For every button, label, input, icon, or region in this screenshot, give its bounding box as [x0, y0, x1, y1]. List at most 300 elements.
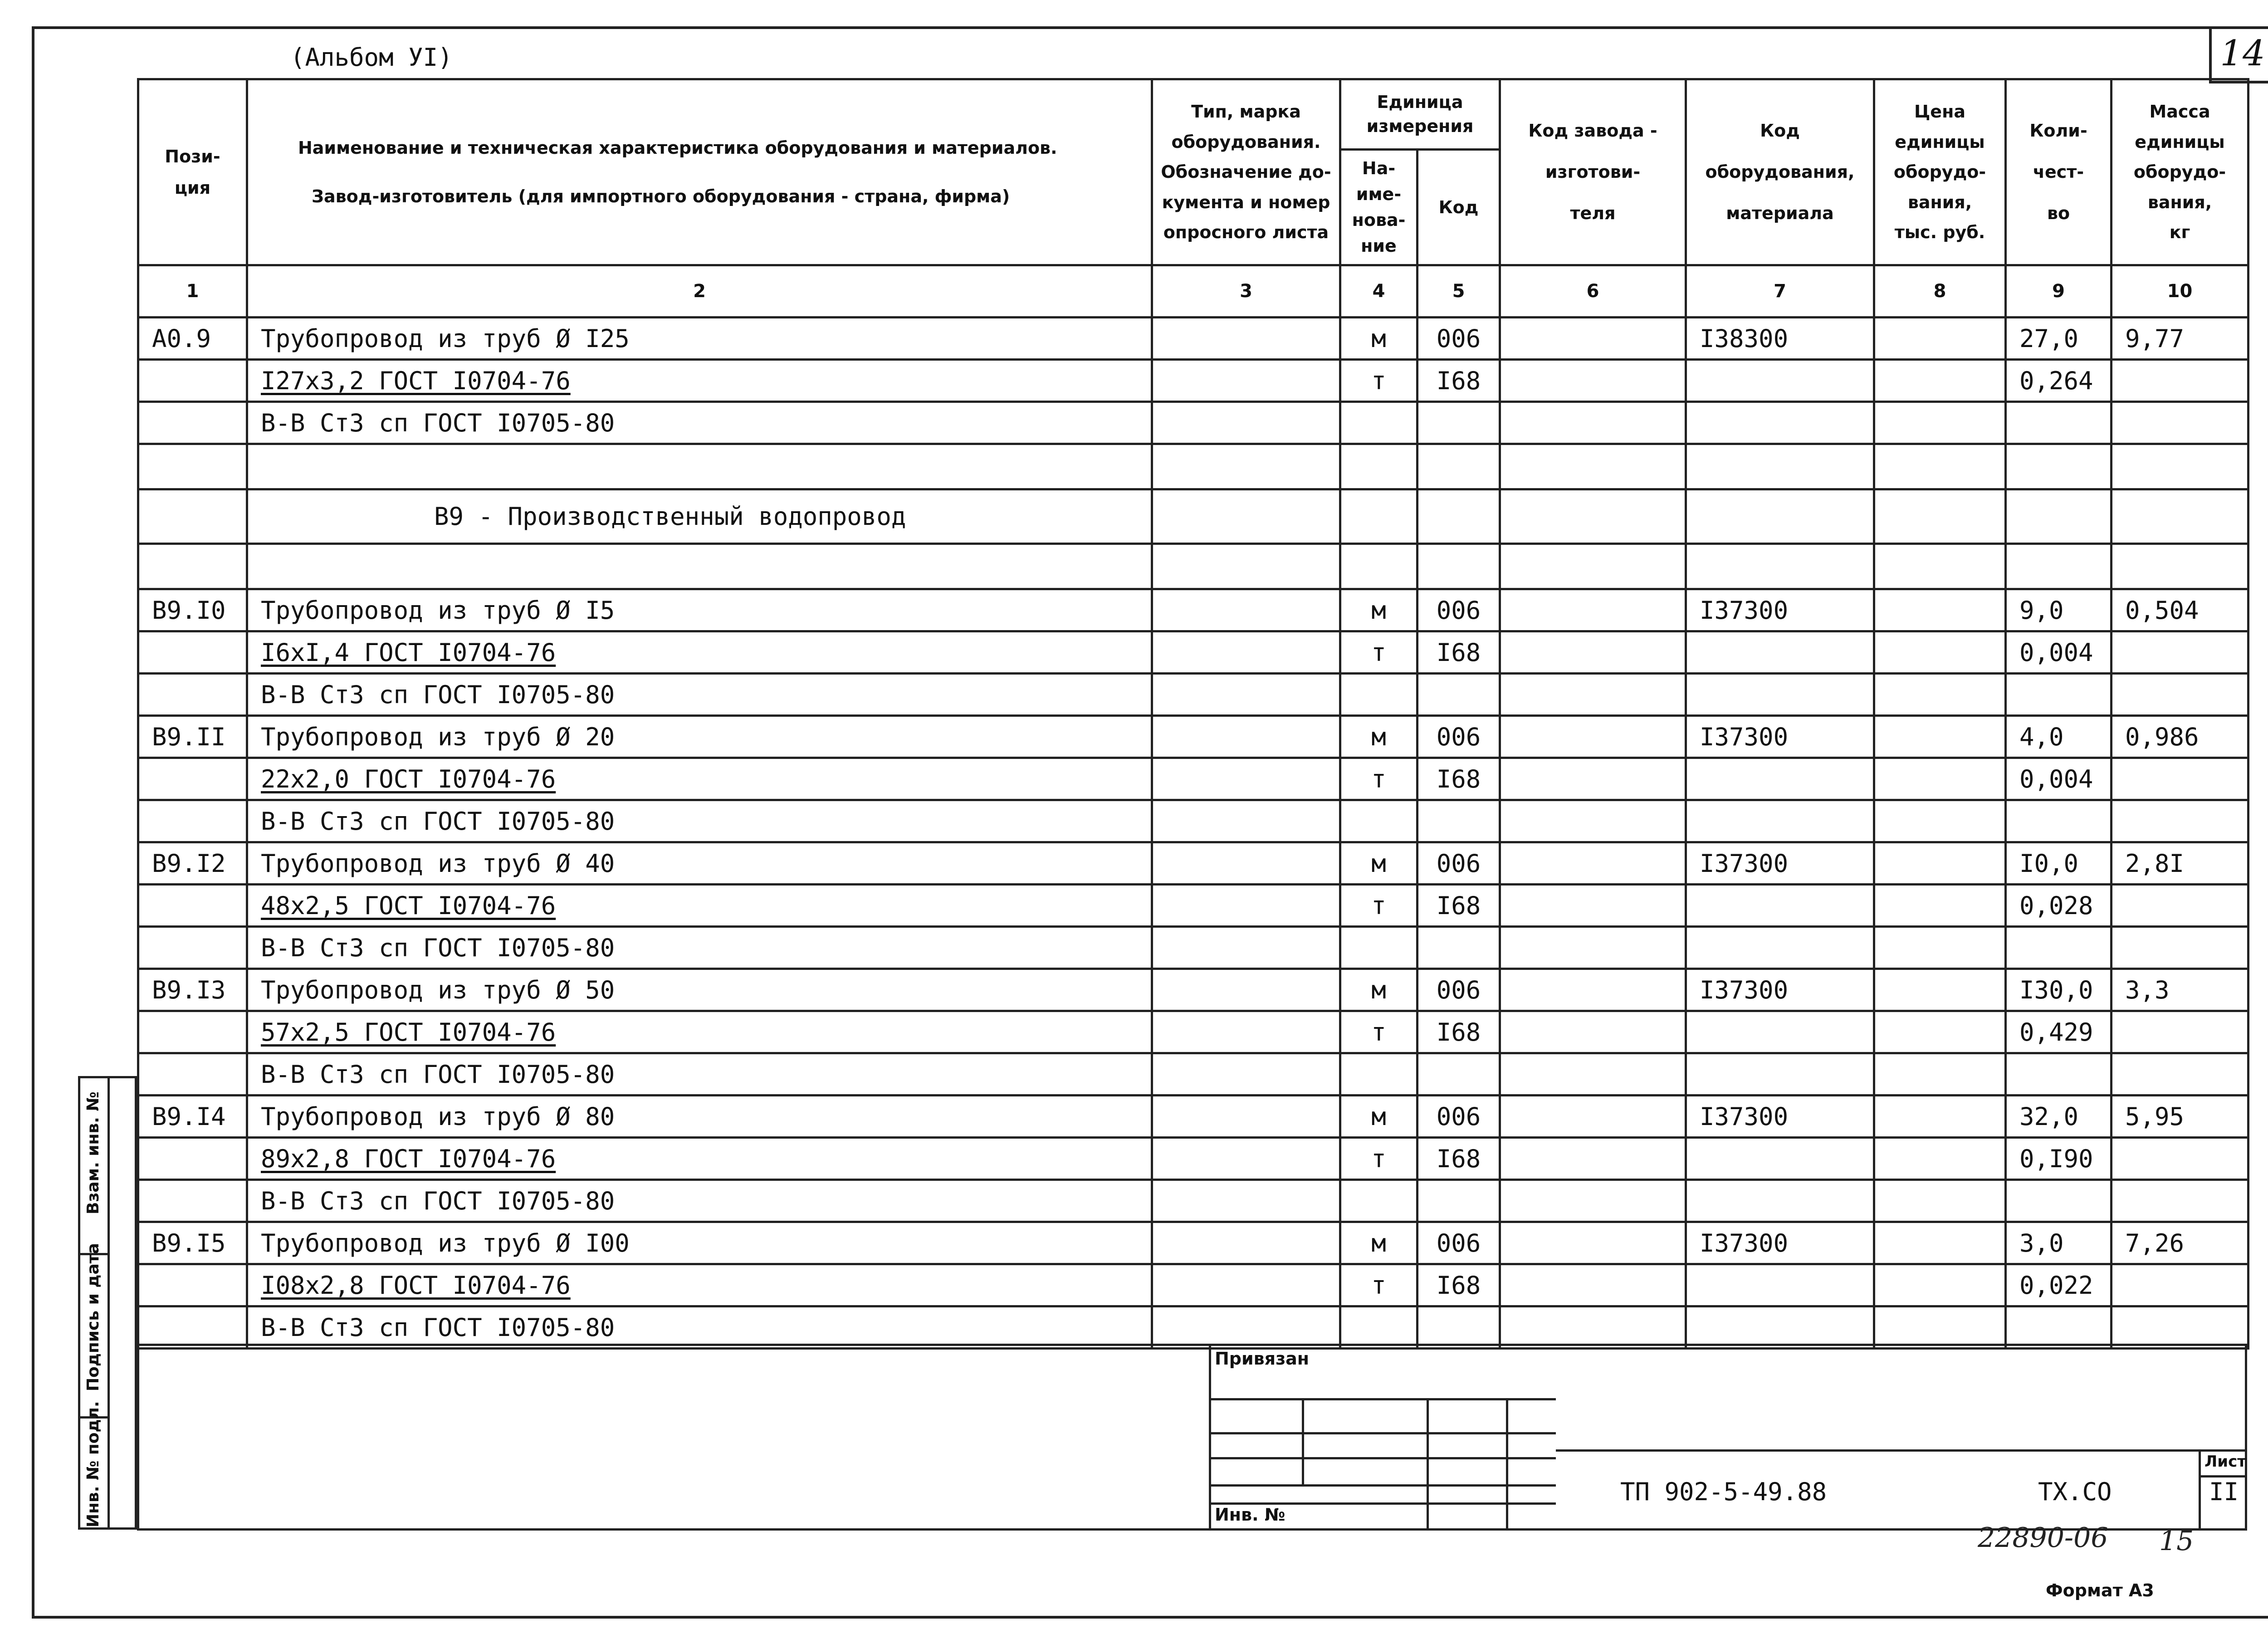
- empty-cell: [1340, 444, 1418, 489]
- cell-price: [1874, 842, 2006, 885]
- cell-plant-code: [1500, 885, 1686, 927]
- empty-cell: [2112, 444, 2248, 489]
- cell-quantity: 4,0: [2006, 716, 2112, 758]
- cell-name: 48x2,5 ГОСТ I0704-76: [247, 885, 1152, 927]
- cell-name: Трубопровод из труб Ø 40: [247, 842, 1152, 885]
- cell-type: [1152, 318, 1340, 360]
- cell-unit-code: [1418, 674, 1500, 716]
- cell-equipment-code: [1686, 1264, 1874, 1306]
- cell-unit-code: [1418, 1180, 1500, 1222]
- cell-quantity: [2006, 1053, 2112, 1096]
- empty-cell: [2006, 444, 2112, 489]
- cell-price: [1874, 402, 2006, 444]
- col-number: 1: [138, 265, 247, 318]
- col-number: 5: [1418, 265, 1500, 318]
- cell-plant-code: [1500, 589, 1686, 631]
- cell-quantity: 0,429: [2006, 1011, 2112, 1053]
- cell-unit: [1340, 1053, 1418, 1096]
- cell-equipment-code: I37300: [1686, 969, 1874, 1011]
- cell-equipment-code: [1686, 631, 1874, 674]
- cell-price: [1874, 1011, 2006, 1053]
- cell-position: B9.II: [138, 716, 247, 758]
- cell-plant-code: [1500, 758, 1686, 800]
- cell-position: [138, 1011, 247, 1053]
- empty-cell: [1340, 489, 1418, 544]
- cell-position: B9.I2: [138, 842, 247, 885]
- cell-position: B9.I5: [138, 1222, 247, 1264]
- cell-mass: [2112, 1011, 2248, 1053]
- cell-quantity: 32,0: [2006, 1096, 2112, 1138]
- cell-mass: 5,95: [2112, 1096, 2248, 1138]
- cell-name: Трубопровод из труб Ø I25: [247, 318, 1152, 360]
- cell-mass: [2112, 1264, 2248, 1306]
- cell-equipment-code: I37300: [1686, 589, 1874, 631]
- cell-plant-code: [1500, 927, 1686, 969]
- cell-equipment-code: [1686, 927, 1874, 969]
- cell-quantity: 9,0: [2006, 589, 2112, 631]
- cell-equipment-code: [1686, 674, 1874, 716]
- cell-plant-code: [1500, 716, 1686, 758]
- cell-equipment-code: I37300: [1686, 1222, 1874, 1264]
- cell-type: [1152, 800, 1340, 842]
- empty-cell: [1340, 544, 1418, 589]
- cell-plant-code: [1500, 842, 1686, 885]
- cell-unit: м: [1340, 589, 1418, 631]
- cell-equipment-code: I37300: [1686, 842, 1874, 885]
- cell-unit: [1340, 402, 1418, 444]
- cell-quantity: 27,0: [2006, 318, 2112, 360]
- cell-unit: м: [1340, 969, 1418, 1011]
- doc-mark: ТХ.СО: [2038, 1477, 2112, 1506]
- empty-cell: [1152, 489, 1340, 544]
- cell-name: I08x2,8 ГОСТ I0704-76: [247, 1264, 1152, 1306]
- cell-unit-code: [1418, 800, 1500, 842]
- col-number: 2: [247, 265, 1152, 318]
- table-row: [138, 1096, 2248, 1138]
- cell-quantity: [2006, 402, 2112, 444]
- side-label-inv-podl: Инв. № подл.: [84, 1401, 103, 1527]
- cell-equipment-code: [1686, 1053, 1874, 1096]
- col-unit-group-header: Единица измерения: [1340, 79, 1500, 150]
- cell-name: 57x2,5 ГОСТ I0704-76: [247, 1011, 1152, 1053]
- cell-mass: 9,77: [2112, 318, 2248, 360]
- cell-unit: т: [1340, 758, 1418, 800]
- empty-cell: [1152, 444, 1340, 489]
- cell-price: [1874, 1180, 2006, 1222]
- table-row: [138, 842, 2248, 885]
- cell-quantity: [2006, 1180, 2112, 1222]
- table-row: [138, 631, 2248, 674]
- cell-position: [138, 1306, 247, 1349]
- empty-cell: [138, 489, 247, 544]
- table-row: [138, 1222, 2248, 1264]
- cell-position: А0.9: [138, 318, 247, 360]
- cell-equipment-code: I37300: [1686, 1096, 1874, 1138]
- cell-unit: [1340, 927, 1418, 969]
- cell-unit-code: [1418, 927, 1500, 969]
- cell-mass: 3,3: [2112, 969, 2248, 1011]
- cell-type: [1152, 1264, 1340, 1306]
- cell-quantity: 0,022: [2006, 1264, 2112, 1306]
- cell-unit-code: [1418, 1306, 1500, 1349]
- table-row: [138, 758, 2248, 800]
- cell-price: [1874, 1053, 2006, 1096]
- cell-plant-code: [1500, 1306, 1686, 1349]
- table-row: [138, 1011, 2248, 1053]
- cell-mass: [2112, 1180, 2248, 1222]
- cell-price: [1874, 1306, 2006, 1349]
- cell-type: [1152, 1180, 1340, 1222]
- table-row: [138, 674, 2248, 716]
- cell-unit: т: [1340, 1138, 1418, 1180]
- table-row: [138, 885, 2248, 927]
- cell-unit-code: [1418, 402, 1500, 444]
- cell-position: [138, 674, 247, 716]
- col-unit-code-header: Код: [1418, 150, 1500, 265]
- cell-type: [1152, 758, 1340, 800]
- column-numbers-row: [138, 265, 2248, 318]
- cell-quantity: 3,0: [2006, 1222, 2112, 1264]
- album-label: (Альбом УI): [290, 43, 453, 72]
- cell-type: [1152, 674, 1340, 716]
- cell-plant-code: [1500, 969, 1686, 1011]
- cell-quantity: I0,0: [2006, 842, 2112, 885]
- cell-quantity: [2006, 674, 2112, 716]
- col-number: 10: [2112, 265, 2248, 318]
- empty-cell: [138, 444, 247, 489]
- col-number: 3: [1152, 265, 1340, 318]
- cell-unit-code: 006: [1418, 842, 1500, 885]
- cell-type: [1152, 842, 1340, 885]
- cell-equipment-code: [1686, 1306, 1874, 1349]
- cell-price: [1874, 1138, 2006, 1180]
- cell-name: Трубопровод из труб Ø 20: [247, 716, 1152, 758]
- cell-mass: [2112, 927, 2248, 969]
- cell-unit-code: I68: [1418, 360, 1500, 402]
- sheet-label: Лист: [2204, 1453, 2246, 1471]
- empty-cell: [1418, 544, 1500, 589]
- empty-cell: [1500, 444, 1686, 489]
- cell-price: [1874, 589, 2006, 631]
- col-price-header: Цена единицы оборудо- вания, тыс. руб.: [1874, 79, 2006, 265]
- cell-unit: [1340, 674, 1418, 716]
- cell-unit-code: I68: [1418, 1138, 1500, 1180]
- cell-equipment-code: I37300: [1686, 716, 1874, 758]
- cell-position: [138, 1264, 247, 1306]
- cell-position: [138, 800, 247, 842]
- cell-unit-code: 006: [1418, 969, 1500, 1011]
- cell-plant-code: [1500, 1138, 1686, 1180]
- col-name-header: Наименование и техническая характеристика оборудования и материалов. Завод-изготовитель (для импортного оборудования - страна, фирма): [247, 79, 1152, 265]
- cell-type: [1152, 1306, 1340, 1349]
- cell-position: [138, 885, 247, 927]
- side-label-vzam: Взам. инв. №: [84, 1091, 103, 1214]
- side-label-podpis: Подпись и дата: [84, 1243, 103, 1391]
- empty-cell: [247, 444, 1152, 489]
- cell-equipment-code: [1686, 758, 1874, 800]
- cell-name: 22x2,0 ГОСТ I0704-76: [247, 758, 1152, 800]
- cell-unit-code: I68: [1418, 885, 1500, 927]
- cell-type: [1152, 360, 1340, 402]
- cell-name: I6xI,4 ГОСТ I0704-76: [247, 631, 1152, 674]
- cell-name: 89x2,8 ГОСТ I0704-76: [247, 1138, 1152, 1180]
- col-plant-code-header: Код завода - изготови- теля: [1500, 79, 1686, 265]
- handwritten-number: 22890-06: [1978, 1522, 2108, 1554]
- cell-unit-code: 006: [1418, 318, 1500, 360]
- cell-mass: [2112, 674, 2248, 716]
- cell-unit: [1340, 800, 1418, 842]
- col-number: 4: [1340, 265, 1418, 318]
- col-number: 7: [1686, 265, 1874, 318]
- cell-name: В-В Ст3 сп ГОСТ I0705-80: [247, 1053, 1152, 1096]
- col-equip-code-header: Код оборудования, материала: [1686, 79, 1874, 265]
- cell-equipment-code: [1686, 800, 1874, 842]
- col-number: 8: [1874, 265, 2006, 318]
- cell-name: В-В Ст3 сп ГОСТ I0705-80: [247, 1180, 1152, 1222]
- cell-plant-code: [1500, 318, 1686, 360]
- cell-price: [1874, 360, 2006, 402]
- cell-price: [1874, 969, 2006, 1011]
- col-unit-name-header: На- име- нова- ние: [1340, 150, 1418, 265]
- cell-unit-code: 006: [1418, 589, 1500, 631]
- cell-price: [1874, 674, 2006, 716]
- cell-price: [1874, 1096, 2006, 1138]
- cell-quantity: I30,0: [2006, 969, 2112, 1011]
- table-row: [138, 1180, 2248, 1222]
- cell-mass: [2112, 758, 2248, 800]
- col-number: 6: [1500, 265, 1686, 318]
- col-type-header: Тип, марка оборудования. Обозначение до- кумента и номер опросного листа: [1152, 79, 1340, 265]
- side-stamp-strip: [78, 1076, 137, 1530]
- table-row: [138, 1264, 2248, 1306]
- cell-position: [138, 1053, 247, 1096]
- table-row: [138, 589, 2248, 631]
- empty-cell: [2112, 489, 2248, 544]
- cell-type: [1152, 1138, 1340, 1180]
- cell-position: [138, 927, 247, 969]
- cell-price: [1874, 758, 2006, 800]
- cell-mass: [2112, 1053, 2248, 1096]
- cell-quantity: 0,264: [2006, 360, 2112, 402]
- cell-equipment-code: I38300: [1686, 318, 1874, 360]
- cell-unit: т: [1340, 631, 1418, 674]
- handwritten-page: 15: [2159, 1525, 2194, 1557]
- cell-name: Трубопровод из труб Ø I5: [247, 589, 1152, 631]
- cell-mass: 0,986: [2112, 716, 2248, 758]
- cell-unit: м: [1340, 1222, 1418, 1264]
- cell-unit: т: [1340, 360, 1418, 402]
- cell-type: [1152, 885, 1340, 927]
- empty-cell: [1874, 444, 2006, 489]
- cell-price: [1874, 885, 2006, 927]
- cell-price: [1874, 927, 2006, 969]
- table-row: [138, 1306, 2248, 1349]
- cell-plant-code: [1500, 1264, 1686, 1306]
- cell-type: [1152, 1096, 1340, 1138]
- cell-equipment-code: [1686, 885, 1874, 927]
- table-row: [138, 1138, 2248, 1180]
- cell-quantity: [2006, 1306, 2112, 1349]
- cell-type: [1152, 969, 1340, 1011]
- table-row: [138, 318, 2248, 360]
- empty-cell: [1152, 544, 1340, 589]
- cell-name: В-В Ст3 сп ГОСТ I0705-80: [247, 402, 1152, 444]
- cell-unit: м: [1340, 1096, 1418, 1138]
- cell-plant-code: [1500, 402, 1686, 444]
- col-qty-header: Коли- чест- во: [2006, 79, 2112, 265]
- cell-plant-code: [1500, 1011, 1686, 1053]
- cell-unit-code: [1418, 1053, 1500, 1096]
- cell-name: В-В Ст3 сп ГОСТ I0705-80: [247, 1306, 1152, 1349]
- empty-cell: [138, 544, 247, 589]
- page-mark: 14: [2209, 26, 2268, 83]
- cell-mass: [2112, 1138, 2248, 1180]
- cell-price: [1874, 716, 2006, 758]
- empty-cell: [2006, 544, 2112, 589]
- cell-position: [138, 402, 247, 444]
- cell-plant-code: [1500, 674, 1686, 716]
- col-mass-header: Масса единицы оборудо- вания, кг: [2112, 79, 2248, 265]
- cell-type: [1152, 1053, 1340, 1096]
- cell-position: [138, 1180, 247, 1222]
- table-row: [138, 402, 2248, 444]
- cell-plant-code: [1500, 1222, 1686, 1264]
- cell-price: [1874, 631, 2006, 674]
- empty-cell: [1686, 444, 1874, 489]
- cell-name: Трубопровод из труб Ø I00: [247, 1222, 1152, 1264]
- blank-row: [138, 444, 2248, 489]
- format-label: Формат А3: [2046, 1580, 2154, 1600]
- table-row: [138, 800, 2248, 842]
- cell-mass: [2112, 885, 2248, 927]
- cell-unit: т: [1340, 1264, 1418, 1306]
- cell-mass: [2112, 631, 2248, 674]
- cell-quantity: 0,I90: [2006, 1138, 2112, 1180]
- cell-unit-code: I68: [1418, 1011, 1500, 1053]
- cell-unit: [1340, 1180, 1418, 1222]
- empty-cell: [247, 544, 1152, 589]
- specification-table: [137, 78, 2249, 1350]
- cell-position: [138, 360, 247, 402]
- cell-unit-code: I68: [1418, 758, 1500, 800]
- empty-cell: [2006, 489, 2112, 544]
- cell-name: В-В Ст3 сп ГОСТ I0705-80: [247, 674, 1152, 716]
- cell-position: [138, 758, 247, 800]
- cell-mass: 0,504: [2112, 589, 2248, 631]
- cell-name: I27x3,2 ГОСТ I0704-76: [247, 360, 1152, 402]
- empty-cell: [1686, 544, 1874, 589]
- cell-mass: 2,8I: [2112, 842, 2248, 885]
- cell-unit-code: I68: [1418, 631, 1500, 674]
- cell-unit: т: [1340, 885, 1418, 927]
- cell-name: Трубопровод из труб Ø 50: [247, 969, 1152, 1011]
- cell-unit-code: 006: [1418, 1096, 1500, 1138]
- cell-unit-code: 006: [1418, 1222, 1500, 1264]
- empty-cell: [1686, 489, 1874, 544]
- cell-unit: м: [1340, 716, 1418, 758]
- cell-plant-code: [1500, 800, 1686, 842]
- cell-unit: м: [1340, 842, 1418, 885]
- cell-name: В-В Ст3 сп ГОСТ I0705-80: [247, 800, 1152, 842]
- cell-position: [138, 631, 247, 674]
- cell-position: B9.I4: [138, 1096, 247, 1138]
- cell-type: [1152, 1011, 1340, 1053]
- cell-plant-code: [1500, 631, 1686, 674]
- section-row: [138, 489, 2248, 544]
- empty-cell: [1500, 489, 1686, 544]
- inv-no-label: Инв. №: [1215, 1505, 1286, 1525]
- cell-equipment-code: [1686, 1180, 1874, 1222]
- table-row: [138, 927, 2248, 969]
- cell-name: В-В Ст3 сп ГОСТ I0705-80: [247, 927, 1152, 969]
- cell-plant-code: [1500, 1180, 1686, 1222]
- cell-equipment-code: [1686, 1138, 1874, 1180]
- cell-unit: т: [1340, 1011, 1418, 1053]
- cell-price: [1874, 800, 2006, 842]
- cell-mass: [2112, 800, 2248, 842]
- cell-equipment-code: [1686, 360, 1874, 402]
- cell-quantity: 0,004: [2006, 631, 2112, 674]
- title-block: [137, 1344, 2247, 1531]
- cell-quantity: 0,004: [2006, 758, 2112, 800]
- cell-position: [138, 1138, 247, 1180]
- cell-name: Трубопровод из труб Ø 80: [247, 1096, 1152, 1138]
- empty-cell: [1418, 444, 1500, 489]
- cell-plant-code: [1500, 1096, 1686, 1138]
- cell-quantity: [2006, 800, 2112, 842]
- cell-plant-code: [1500, 360, 1686, 402]
- sheet-number: II: [2209, 1477, 2239, 1506]
- cell-type: [1152, 1222, 1340, 1264]
- cell-type: [1152, 402, 1340, 444]
- cell-type: [1152, 927, 1340, 969]
- cell-quantity: 0,028: [2006, 885, 2112, 927]
- cell-type: [1152, 631, 1340, 674]
- cell-unit-code: I68: [1418, 1264, 1500, 1306]
- cell-mass: [2112, 402, 2248, 444]
- table-row: [138, 716, 2248, 758]
- table-row: [138, 360, 2248, 402]
- cell-position: B9.I3: [138, 969, 247, 1011]
- empty-cell: [1874, 544, 2006, 589]
- col-number: 9: [2006, 265, 2112, 318]
- empty-cell: [2112, 544, 2248, 589]
- cell-mass: 7,26: [2112, 1222, 2248, 1264]
- doc-code: ТП 902-5-49.88: [1620, 1477, 1827, 1506]
- cell-price: [1874, 1222, 2006, 1264]
- cell-price: [1874, 1264, 2006, 1306]
- privyazan-block: [1209, 1346, 1556, 1528]
- blank-row: [138, 544, 2248, 589]
- cell-position: B9.I0: [138, 589, 247, 631]
- table-row: [138, 1053, 2248, 1096]
- cell-unit: [1340, 1306, 1418, 1349]
- cell-quantity: [2006, 927, 2112, 969]
- cell-equipment-code: [1686, 402, 1874, 444]
- cell-price: [1874, 318, 2006, 360]
- cell-type: [1152, 716, 1340, 758]
- cell-mass: [2112, 360, 2248, 402]
- col-pos-header: Пози- ция: [138, 79, 247, 265]
- empty-cell: [1418, 489, 1500, 544]
- cell-equipment-code: [1686, 1011, 1874, 1053]
- cell-unit: м: [1340, 318, 1418, 360]
- empty-cell: [1500, 544, 1686, 589]
- cell-type: [1152, 589, 1340, 631]
- empty-cell: [1874, 489, 2006, 544]
- cell-mass: [2112, 1306, 2248, 1349]
- privyazan-label: Привязан: [1215, 1349, 1310, 1369]
